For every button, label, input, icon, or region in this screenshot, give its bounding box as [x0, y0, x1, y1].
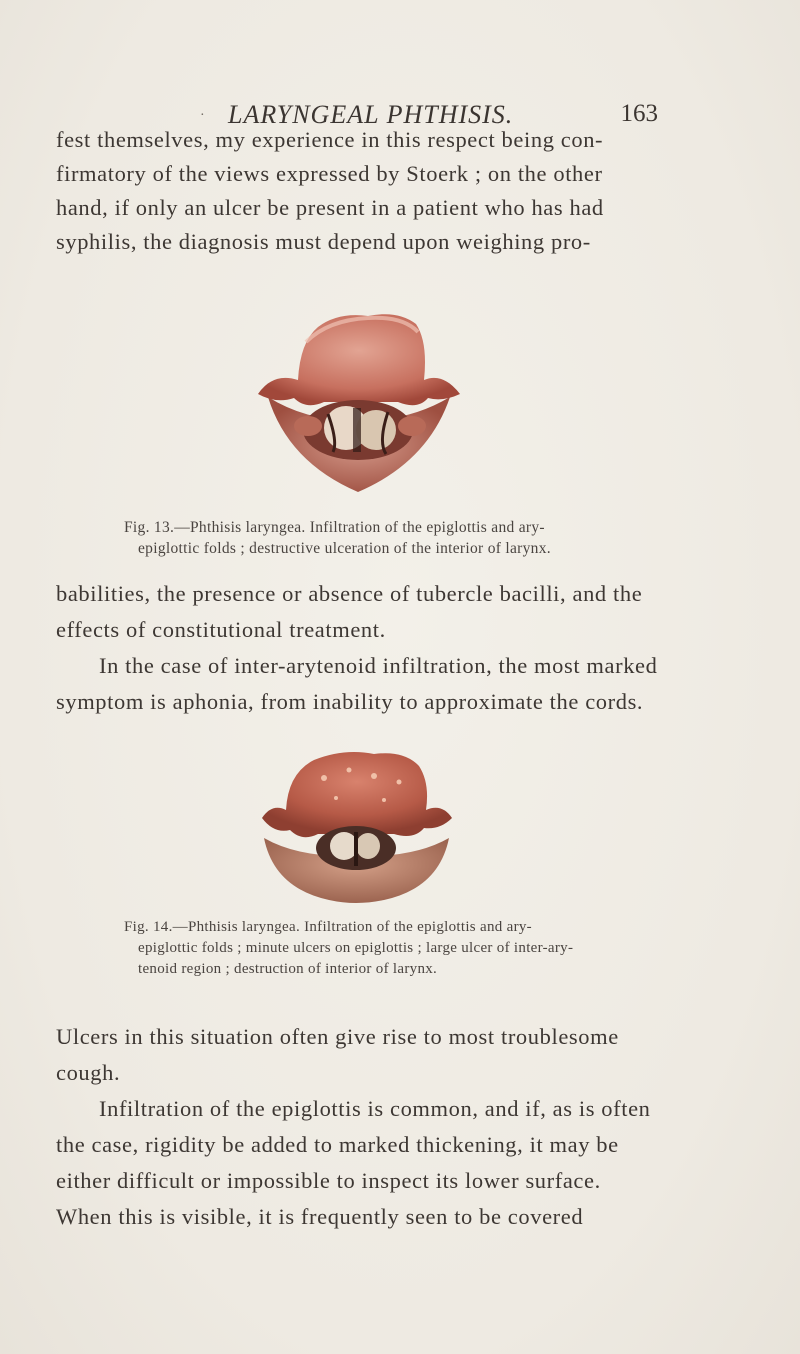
text-line: the case, rigidity be added to marked thickening, it may be: [56, 1132, 619, 1157]
paragraph-body: [56, 576, 684, 720]
text-line: Infiltration of the epiglottis is common, and if, as is often: [99, 1096, 651, 1121]
text-line: symptom is aphonia, from inability to approximate the cords.: [56, 689, 644, 714]
caption-line: tenoid region ; destruction of interior of larynx.: [138, 961, 438, 977]
paragraph-intro: [56, 123, 684, 259]
running-title: LARYNGEAL PHTHISIS.: [228, 100, 514, 129]
figure-13-illustration: [228, 302, 488, 502]
text-line: hand, if only an ulcer be present in a patient who has had: [56, 195, 604, 220]
text-line: either difficult or impossible to inspect its lower surface.: [56, 1168, 601, 1193]
text-line: fest themselves, my experience in this respect being con-: [56, 127, 604, 152]
text-line: firmatory of the views expressed by Stoerk ; on the other: [56, 161, 603, 186]
figure-14-illustration: [254, 748, 459, 906]
text-line: Ulcers in this situation often give rise to most troublesome: [56, 1024, 619, 1049]
caption-line: epiglottic folds ; minute ulcers on epiglottis ; large ulcer of inter-ary-: [138, 940, 574, 956]
text-line: effects of constitutional treatment.: [56, 617, 386, 642]
header-dot: ·: [200, 108, 205, 123]
figure-14-caption: [124, 917, 664, 980]
text-line: babilities, the presence or absence of tubercle bacilli, and the: [56, 581, 643, 606]
text-line: syphilis, the diagnosis must depend upon weighing pro-: [56, 229, 591, 254]
caption-line: Fig. 13.—Phthisis laryngea. Infiltration of the epiglottis and ary-: [124, 519, 545, 536]
text-line: When this is visible, it is frequently seen to be covered: [56, 1204, 584, 1229]
text-line: cough.: [56, 1060, 121, 1085]
paragraph-closing: [56, 1019, 684, 1235]
text-line: In the case of inter-arytenoid infiltration, the most marked: [99, 653, 658, 678]
caption-line: epiglottic folds ; destructive ulceration of the interior of larynx.: [138, 540, 551, 557]
page-number: 163: [620, 100, 658, 127]
figure-13-caption: [124, 517, 664, 559]
caption-line: Fig. 14.—Phthisis laryngea. Infiltration of the epiglottis and ary-: [124, 919, 532, 935]
